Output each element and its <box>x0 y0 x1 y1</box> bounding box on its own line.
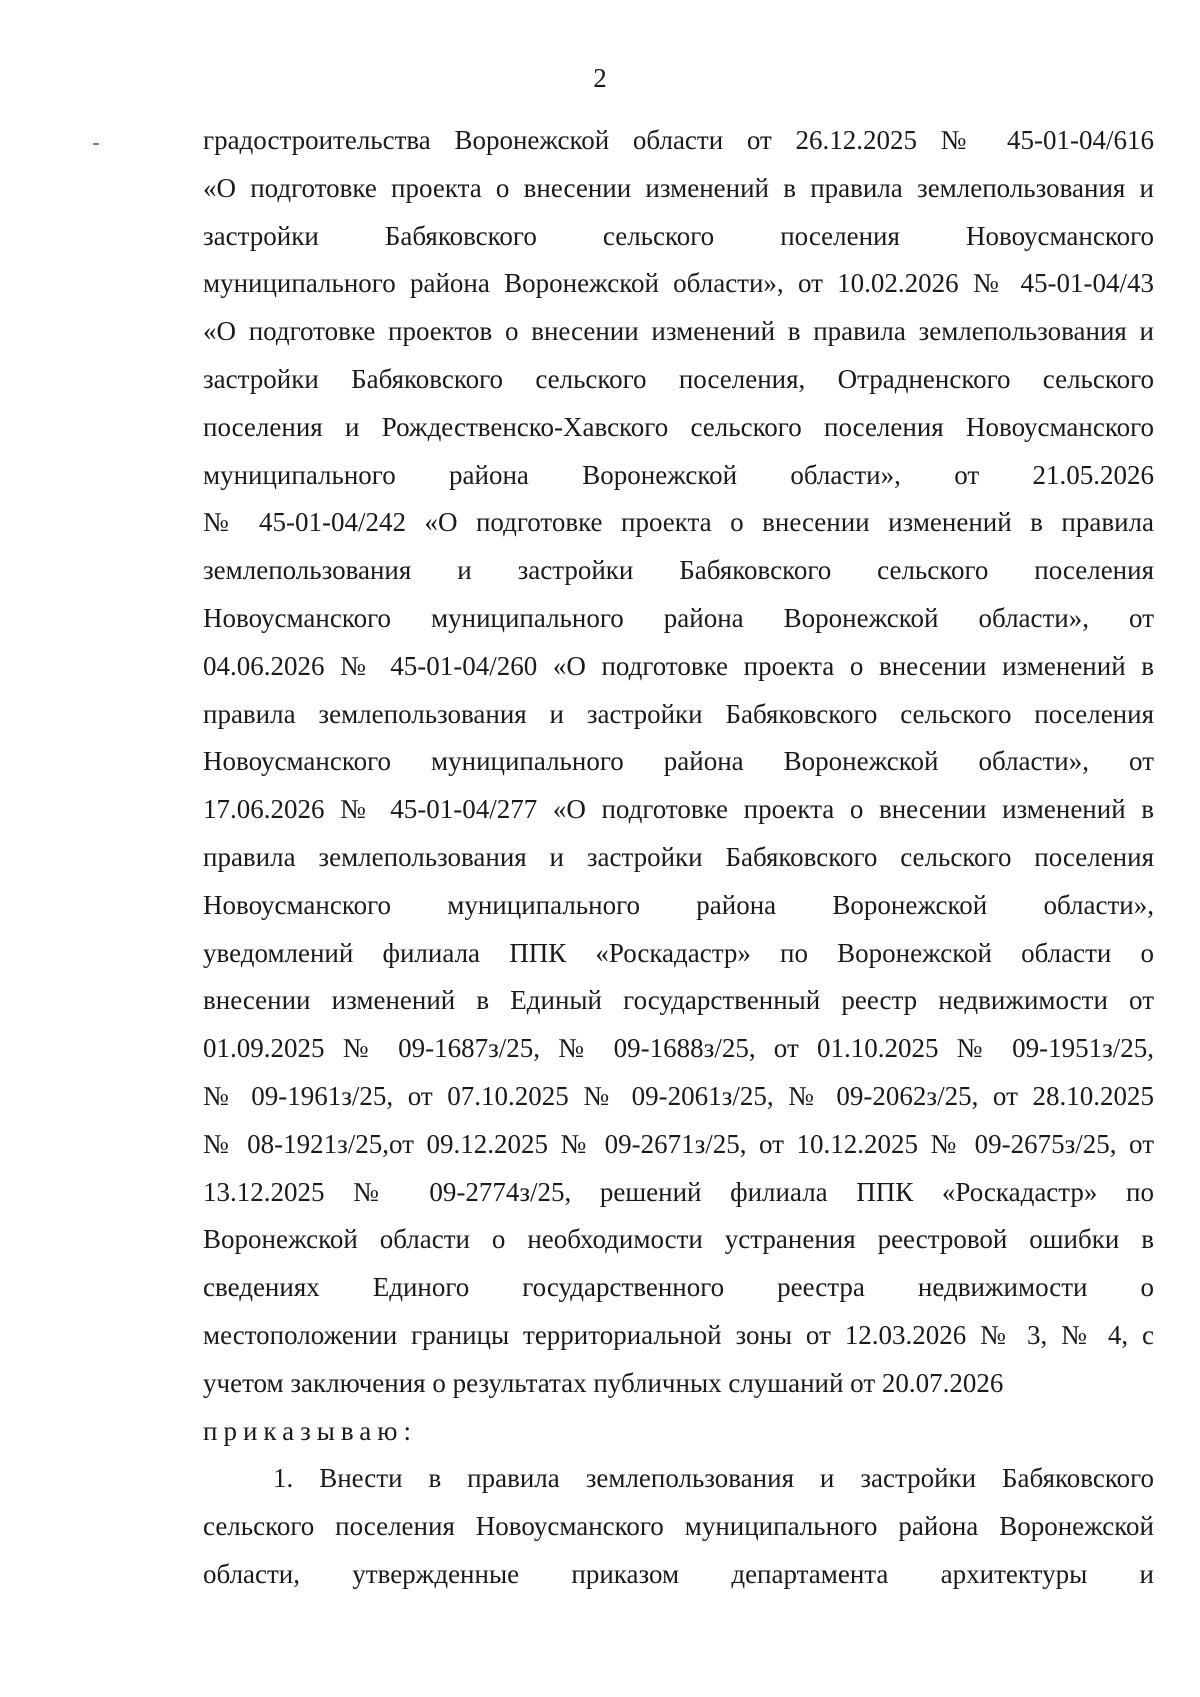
text-line: Новоусманского муниципального района Воронежской области», от <box>203 746 1154 777</box>
item-1-line: 1. Внести в правила землепользования и застройки Бабяковского <box>273 1463 1154 1494</box>
text-line: Новоусманского муниципального района Воронежской области», <box>203 889 1154 920</box>
text-line: поселения и Рождественско-Хавского сельского поселения Новоусманского <box>203 411 1154 442</box>
text-line: 01.09.2025 № 09-1687з/25, № 09-1688з/25, от 01.10.2025 № 09-1951з/25, <box>203 1033 1154 1064</box>
document-body <box>203 117 1154 1599</box>
text-line: муниципального района Воронежской области», от 21.05.2026 <box>203 459 1154 490</box>
page-number: 2 <box>593 63 607 93</box>
text-line: сведениях Единого государственного реестра недвижимости о <box>203 1272 1154 1303</box>
text-line: учетом заключения о результатах публичных слушаний от 20.07.2026 <box>203 1367 1004 1398</box>
text-line: Новоусманского муниципального района Воронежской области», от <box>203 602 1154 633</box>
text-line: 13.12.2025 № 09-2774з/25, решений филиала ППК «Роскадастр» по <box>203 1176 1154 1207</box>
text-line: внесении изменений в Единый государственный реестр недвижимости от <box>203 985 1154 1016</box>
text-line: 04.06.2026 № 45-01-04/260 «О подготовке проекта о внесении изменений в <box>203 650 1154 681</box>
text-line: местоположении границы территориальной зоны от 12.03.2026 № 3, № 4, с <box>203 1319 1154 1350</box>
text-line: «О подготовке проекта о внесении изменений в правила землепользования и <box>203 172 1154 203</box>
text-line: № 08-1921з/25,от 09.12.2025 № 09-2671з/25, от 10.12.2025 № 09-2675з/25, от <box>203 1128 1154 1159</box>
text-line: Воронежской области о необходимости устранения реестровой ошибки в <box>203 1224 1154 1255</box>
text-line: землепользования и застройки Бабяковского сельского поселения <box>203 555 1154 586</box>
text-line: № 09-1961з/25, от 07.10.2025 № 09-2061з/25, № 09-2062з/25, от 28.10.2025 <box>203 1080 1154 1111</box>
text-line: «О подготовке проектов о внесении изменений в правила землепользования и <box>203 316 1154 347</box>
text-line: муниципального района Воронежской области», от 10.02.2026 № 45-01-04/43 <box>203 268 1154 299</box>
text-line: правила землепользования и застройки Бабяковского сельского поселения <box>203 698 1154 729</box>
margin-mark <box>93 143 99 145</box>
text-line: застройки Бабяковского сельского поселения, Отрадненского сельского <box>203 363 1154 394</box>
item-1-line: сельского поселения Новоусманского муниципального района Воронежской <box>203 1511 1154 1542</box>
text-line: 17.06.2026 № 45-01-04/277 «О подготовке проекта о внесении изменений в <box>203 794 1154 825</box>
text-line: № 45-01-04/242 «О подготовке проекта о внесении изменений в правила <box>203 507 1154 538</box>
item-1-line: области, утвержденные приказом департамента архитектуры и <box>203 1558 1154 1589</box>
text-line: градостроительства Воронежской области от 26.12.2025 № 45-01-04/616 <box>203 125 1154 155</box>
text-line: застройки Бабяковского сельского поселения Новоусманского <box>203 220 1154 251</box>
text-line: правила землепользования и застройки Бабяковского сельского поселения <box>203 841 1154 872</box>
order-word: приказываю: <box>203 1415 417 1446</box>
text-line: уведомлений филиала ППК «Роскадастр» по Воронежской области о <box>203 937 1154 968</box>
